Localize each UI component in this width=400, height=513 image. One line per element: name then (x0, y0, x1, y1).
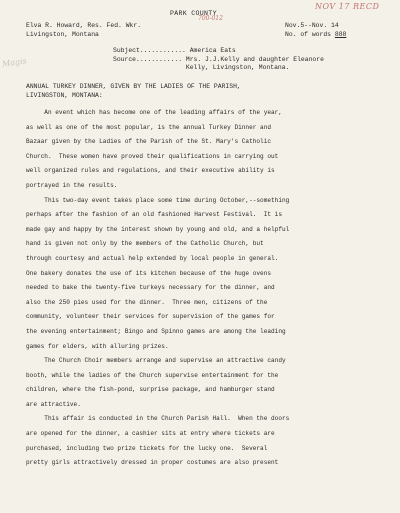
body-line: through courtesy and actual help extended by local people in general. (26, 254, 279, 262)
body-line: games for elders, with alluring prizes. (26, 342, 169, 350)
body-line: are opened for the dinner, a cashier sits at entry where tickets are (26, 430, 275, 438)
received-stamp: NOV 17 RECD (315, 2, 380, 11)
body-line: Bazaar given by the Ladies of the Parish of the St. Mary's Catholic (26, 138, 272, 146)
source-line: Source............ Mrs. J.J.Kelly and daughter Eleanore (113, 55, 324, 63)
body-line: are attractive. (26, 400, 81, 408)
body-line: One bakery donates the use of its kitchen because of the huge ovens (26, 269, 272, 277)
body-line: booth, while the ladies of the Church supervise entertainment for the (26, 371, 279, 379)
body-line: Church. These women have proved their qualifications in carrying out (26, 152, 279, 160)
body-line: well organized rules and regulations, and their executive ability is (26, 167, 275, 175)
body-line: needed to bake the twenty-five turkeys necessary for the dinner, and (26, 284, 275, 292)
body-line: This two-day event takes place some time during October,--something (26, 196, 290, 204)
handwritten-number: 700-012 (198, 15, 223, 22)
body-line: children, where the fish-pond, surprise package, and hamburger stand (26, 386, 275, 394)
body-line: the evening entertainment; Bingo and Spinno games are among the leading (26, 327, 286, 335)
author-location: Livingston, Montana (26, 30, 99, 38)
subject-source-block (113, 47, 324, 73)
title-line: ANNUAL TURKEY DINNER, GIVEN BY THE LADIES OF THE PARISH, (26, 83, 241, 90)
author-line: Elva R. Howard, Res. Fed. Wkr. (26, 22, 142, 29)
body-line: also the 250 pies used for the dinner. Three men, citizens of the (26, 298, 268, 306)
subject-line: Subject............ America Eats (113, 47, 236, 54)
word-count-value: 888 (334, 30, 347, 38)
body-line: portrayed in the results. (26, 181, 118, 189)
dates-block (285, 22, 346, 39)
author-block (26, 22, 141, 39)
body-line: perhaps after the fashion of an old fashioned Harvest Festival. It is (26, 211, 282, 219)
body-line: community, volunteer their services for supervision of the games for (26, 313, 275, 321)
body-line: An event which has become one of the leading affairs of the year, (26, 109, 282, 116)
body-line: as well as one of the most popular, is the annual Turkey Dinner and (26, 123, 272, 131)
county-heading: PARK COUNTY (170, 10, 217, 17)
faint-margin-mark: Magis (1, 56, 28, 69)
body-line: hand is given not only by the members of the Catholic Church, but (26, 240, 264, 248)
article-title (26, 83, 241, 100)
title-line: LIVINGSTON, MONTANA: (26, 91, 103, 99)
body-line: made gay and happy by the interest shown by young and old, and a helpful (26, 225, 290, 233)
source-line-continued: Kelly, Livingston, Montana. (113, 64, 290, 71)
body-line: pretty girls attractively dressed in proper costumes are also present (26, 459, 279, 467)
word-count-label: No. of words (285, 30, 332, 38)
body-line: This affair is conducted in the Church Parish Hall. When the doors (26, 415, 290, 423)
date-range: Nov.5--Nov. 14 (285, 22, 339, 29)
body-line: purchased, including two prize tickets for the lucky one. Several (26, 444, 268, 452)
article-body (26, 106, 386, 471)
word-count (285, 31, 346, 40)
body-line: The Church Choir members arrange and supervise an attractive candy (26, 357, 286, 365)
